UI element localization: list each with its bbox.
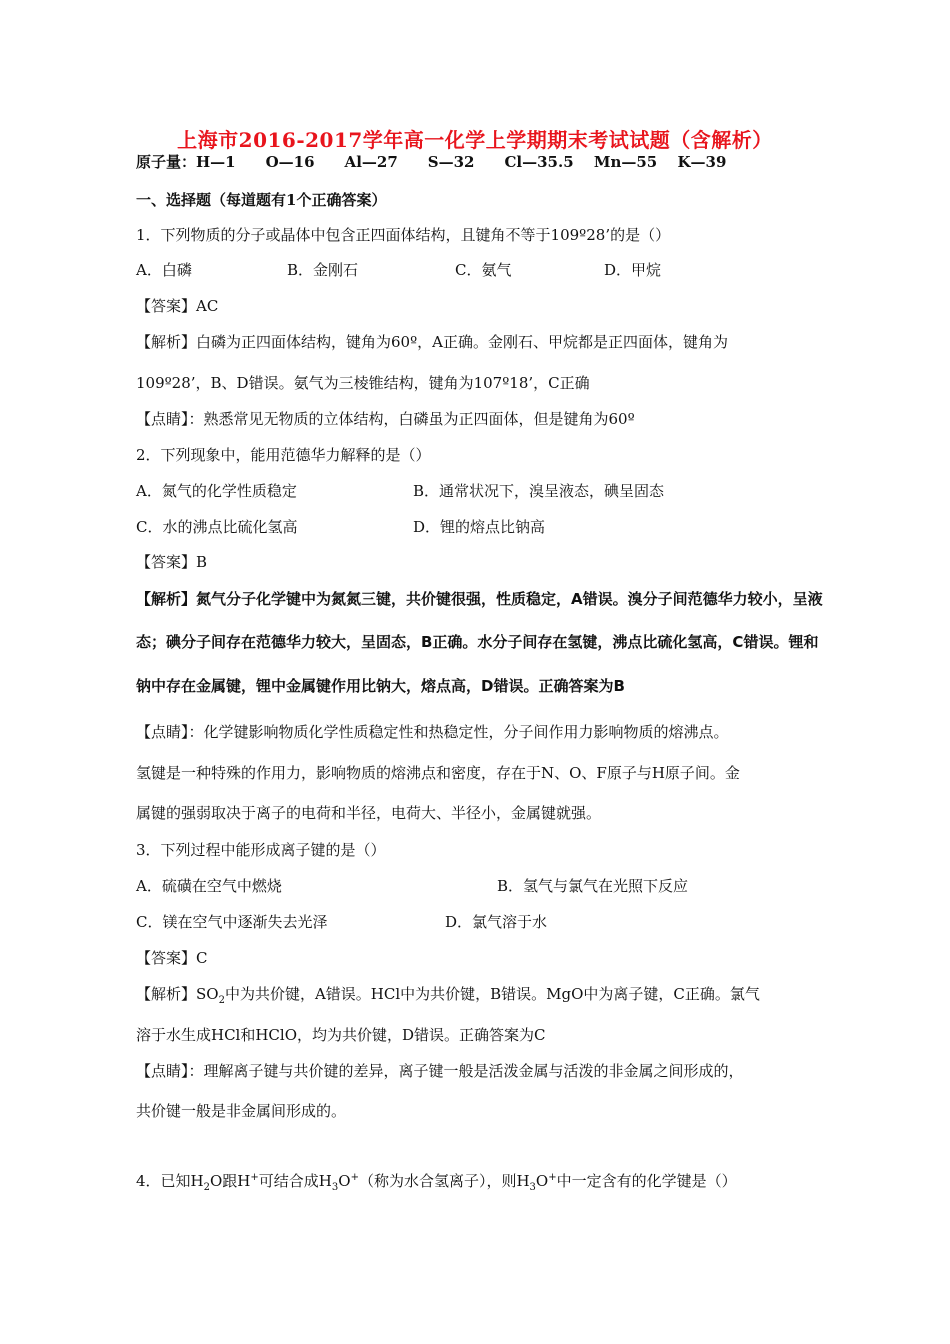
q3-option-b: B．氢气与氯气在光照下反应: [497, 877, 689, 895]
q3-analysis-subscript: 2: [218, 995, 225, 1006]
q3-option-a: A．硫磺在空气中燃烧: [136, 877, 282, 895]
q2-analysis-line-2: 态；碘分子间存在范德华力较大，呈固态，B正确。水分子间存在氢键，沸点比硫化氢高，C错误。锂和: [136, 633, 819, 651]
q3-analysis-line-2: 溶于水生成HCl和HClO，均为共价键，D错误。正确答案为C: [136, 1026, 546, 1044]
q1-option-d: D．甲烷: [604, 261, 662, 279]
q3-option-c: C．镁在空气中逐渐失去光泽: [136, 913, 328, 931]
q2-point-line-2: 氢键是一种特殊的作用力，影响物质的熔沸点和密度，存在于N、O、F原子与H原子间。金: [136, 764, 740, 782]
q3-analysis-text-a: 【解析】SO: [136, 985, 219, 1003]
atomic-mass-line: 原子量：H—1 O—16 Al—27 S—32 Cl—35.5 Mn—55 K—39: [136, 153, 727, 171]
question-1-stem: 1．下列物质的分子或晶体中包含正四面体结构，且键角不等于109º28’的是（）: [136, 226, 671, 244]
q4-sup-4: +: [350, 1172, 359, 1183]
q3-analysis-text-b: 中为共价键，A错误。HCl中为共价键，B错误。MgO中为离子键，C正确。氯气: [224, 985, 760, 1003]
q1-analysis-line-1: 【解析】白磷为正四面体结构，键角为60º，A正确。金刚石、甲烷都是正四面体，键角为: [136, 333, 728, 351]
q1-point: 【点睛】：熟悉常见无物质的立体结构，白磷虽为正四面体，但是键角为60º: [136, 410, 635, 428]
q2-option-b: B．通常状况下，溴呈液态，碘呈固态: [413, 482, 665, 500]
question-2-stem: 2．下列现象中，能用范德华力解释的是（）: [136, 446, 431, 464]
q3-point-line-1: 【点睛】：理解离子键与共价键的差异，离子键一般是活泼金属与活泼的非金属之间形成的，: [136, 1062, 744, 1080]
q2-analysis-line-1: 【解析】氮气分子化学键中为氮氮三键，共价键很强，性质稳定，A错误。溴分子间范德华力较小，呈液: [136, 590, 823, 608]
q1-answer: 【答案】AC: [136, 297, 219, 315]
q2-point-line-1: 【点睛】：化学键影响物质化学性质稳定性和热稳定性，分子间作用力影响物质的熔沸点。: [136, 723, 729, 741]
q3-option-d: D．氯气溶于水: [445, 913, 548, 931]
q3-point-line-2: 共价键一般是非金属间形成的。: [136, 1102, 347, 1120]
q4-text-1: 4．已知H: [136, 1172, 204, 1190]
q4-text-6: O: [535, 1172, 549, 1190]
q4-sup-2: +: [250, 1172, 259, 1183]
q2-answer: 【答案】B: [136, 553, 208, 571]
q4-text-5: （称为水合氢离子），则H: [358, 1172, 530, 1190]
q3-analysis-line-1: [136, 984, 760, 1004]
q4-text-7: 中一定含有的化学键是（）: [556, 1172, 737, 1190]
q4-sub-3: 3: [331, 1182, 339, 1193]
q1-option-c: C．氨气: [455, 261, 512, 279]
question-3-stem: 3．下列过程中能形成离子键的是（）: [136, 841, 386, 859]
section-heading: 一、选择题（每道题有1个正确答案）: [136, 191, 387, 209]
document-title: 上海市2016-2017学年高一化学上学期期末考试试题（含解析）: [177, 128, 773, 152]
q2-option-c: C．水的沸点比硫化氢高: [136, 518, 298, 536]
q4-sup-6: +: [548, 1172, 557, 1183]
question-4-stem: [136, 1171, 737, 1191]
q1-option-b: B．金刚石: [287, 261, 359, 279]
q1-option-a: A．白磷: [136, 261, 192, 279]
q2-analysis-line-3: 钠中存在金属键，锂中金属键作用比钠大，熔点高，D错误。正确答案为B: [136, 677, 625, 695]
q3-answer: 【答案】C: [136, 949, 208, 967]
q4-text-2: O跟H: [210, 1172, 251, 1190]
q4-sub-1: 2: [203, 1182, 210, 1193]
q2-option-d: D．锂的熔点比钠高: [413, 518, 546, 536]
q4-sub-5: 3: [529, 1182, 536, 1193]
q1-analysis-line-2: 109º28’，B、D错误。氨气为三棱锥结构，键角为107º18’，C正确: [136, 374, 590, 392]
q2-option-a: A．氮气的化学性质稳定: [136, 482, 297, 500]
q4-text-3: 可结合成H: [258, 1172, 332, 1190]
q4-text-4: O: [338, 1172, 351, 1190]
q2-point-line-3: 属键的强弱取决于离子的电荷和半径，电荷大、半径小，金属键就强。: [136, 804, 602, 822]
